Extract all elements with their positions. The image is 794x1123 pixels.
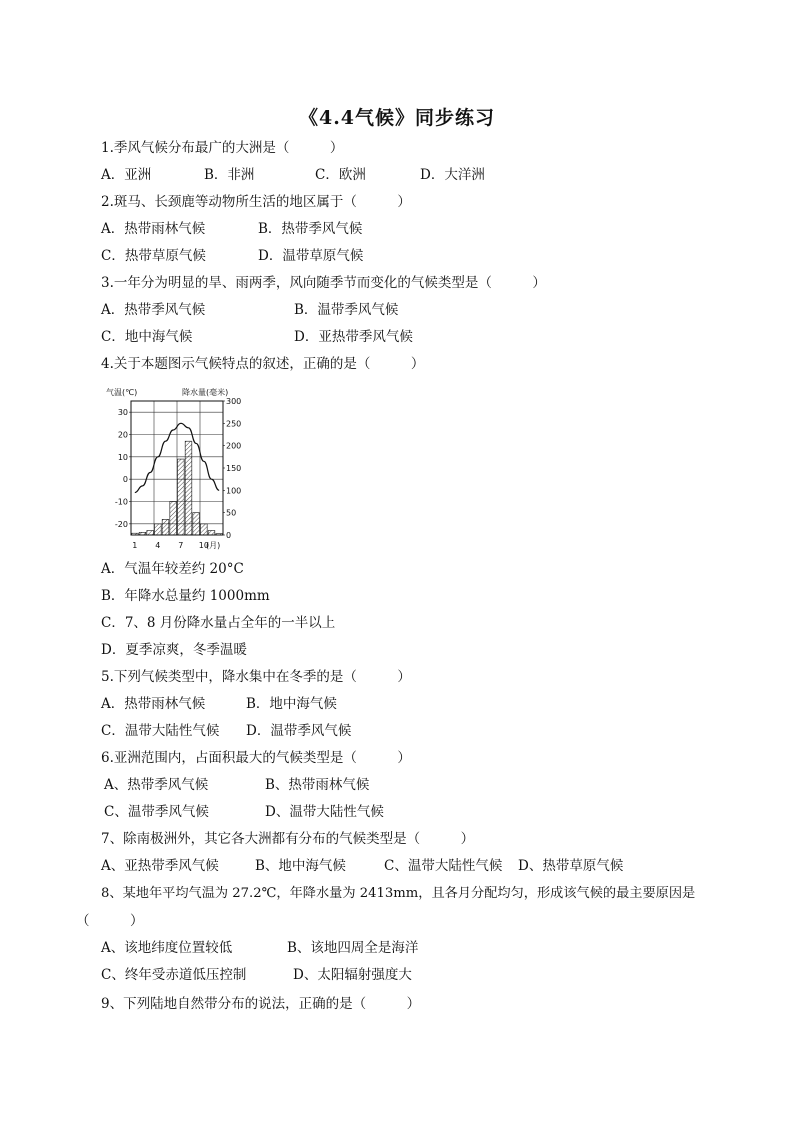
x-tick-label: 4 [155,541,161,550]
option-a[interactable]: A．热带季风气候 [101,302,206,318]
left-tick-label: -20 [114,519,128,529]
option-b[interactable]: B、热带雨林气候 [265,777,370,793]
option-d[interactable]: D、太阳辐射强度大 [293,967,412,983]
question-4-option-c[interactable]: C．7、8 月份降水量占全年的一半以上 [101,615,336,631]
precip-bar [147,531,154,535]
option-b[interactable]: B．非洲 [204,167,255,183]
option-b[interactable]: B、该地四周全是海洋 [287,940,419,956]
precip-bar [216,534,223,535]
option-c[interactable]: C．温带大陆性气候 [101,723,220,739]
page-title: 《4.4气候》同步练习 [298,107,496,129]
option-a[interactable]: A、热带季风气候 [104,777,209,793]
precip-bar [155,524,162,535]
right-tick-label: 250 [226,419,242,429]
left-tick-label: 0 [122,475,128,485]
left-tick-label: 30 [117,408,128,418]
question-8-stem-continued: （ ） [76,913,144,929]
option-b[interactable]: B．热带季风气候 [258,221,363,237]
option-d[interactable]: D．亚热带季风气候 [294,329,413,345]
right-tick-label: 100 [226,486,242,496]
question-4-option-a[interactable]: A．气温年较差约 20°C [101,561,244,577]
precip-bar [132,533,139,535]
option-b[interactable]: B、地中海气候 [255,858,346,874]
precip-bar [178,459,185,535]
precip-bar [208,531,215,535]
option-d[interactable]: D、热带草原气候 [518,858,624,874]
option-c[interactable]: C、温带季风气候 [104,804,209,820]
option-b[interactable]: B．温带季风气候 [294,302,399,318]
left-tick-label: 20 [117,430,128,440]
left-tick-label: 10 [117,452,128,462]
month-unit-label: (月) [206,541,221,550]
x-tick-label: 1 [132,541,138,550]
question-4-stem: 4.关于本题图示气候特点的叙述，正确的是（ ） [101,356,425,372]
question-6-stem: 6.亚洲范围内，占面积最大的气候类型是（ ） [101,750,411,766]
question-2-stem: 2.斑马、长颈鹿等动物所生活的地区属于（ ） [101,194,411,210]
precip-bar [170,502,177,536]
question-3-stem: 3.一年分为明显的旱、雨两季，风向随季节而变化的气候类型是（ ） [101,275,546,291]
option-c[interactable]: C．热带草原气候 [101,248,206,264]
option-a[interactable]: A．热带雨林气候 [101,221,206,237]
option-d[interactable]: D．温带草原气候 [258,248,364,264]
right-tick-label: 300 [226,397,242,406]
right-tick-label: 50 [226,508,237,518]
precip-bar [185,441,192,535]
question-4-option-d[interactable]: D．夏季凉爽，冬季温暖 [101,642,247,658]
question-8-stem: 8、某地年平均气温为 27.2℃，年降水量为 2413mm，且各月分配均匀，形成该气候的最主要原因是 [101,886,696,901]
option-a[interactable]: A、该地纬度位置较低 [101,940,233,956]
question-9-stem: 9、下列陆地自然带分布的说法，正确的是（ ） [101,996,421,1012]
option-a[interactable]: A．亚洲 [101,167,152,183]
question-1-stem: 1.季风气候分布最广的大洲是（ ） [101,140,344,156]
question-7-stem: 7、除南极洲外，其它各大洲都有分布的气候类型是（ ） [101,831,475,847]
x-tick-label: 10 [198,541,209,550]
option-d[interactable]: D、温带大陆性气候 [265,804,384,820]
question-5-stem: 5.下列气候类型中，降水集中在冬季的是（ ） [101,669,411,685]
right-axis-label: 降水量(毫米) [182,388,229,397]
left-tick-label: -10 [114,497,128,507]
precip-bar [201,524,208,535]
option-d[interactable]: D．温带季风气候 [246,723,352,739]
option-a[interactable]: A、亚热带季风气候 [101,858,219,874]
option-d[interactable]: D．大洋洲 [420,167,485,183]
x-tick-label: 7 [178,541,184,550]
option-a[interactable]: A．热带雨林气候 [101,696,206,712]
question-4-option-b[interactable]: B．年降水总量约 1000mm [101,588,270,604]
climate-chart [100,383,250,553]
left-axis-label: 气温(℃) [106,388,138,397]
right-tick-label: 200 [226,441,242,451]
right-tick-label: 0 [226,531,232,540]
precip-bar [139,532,146,535]
option-c[interactable]: C．欧洲 [315,167,366,183]
precip-bar [162,519,169,535]
option-c[interactable]: C、温带大陆性气候 [384,858,503,874]
option-c[interactable]: C、终年受赤道低压控制 [101,967,247,983]
option-b[interactable]: B．地中海气候 [246,696,337,712]
precip-bar [193,513,200,535]
option-c[interactable]: C．地中海气候 [101,329,193,345]
right-tick-label: 150 [226,464,242,473]
